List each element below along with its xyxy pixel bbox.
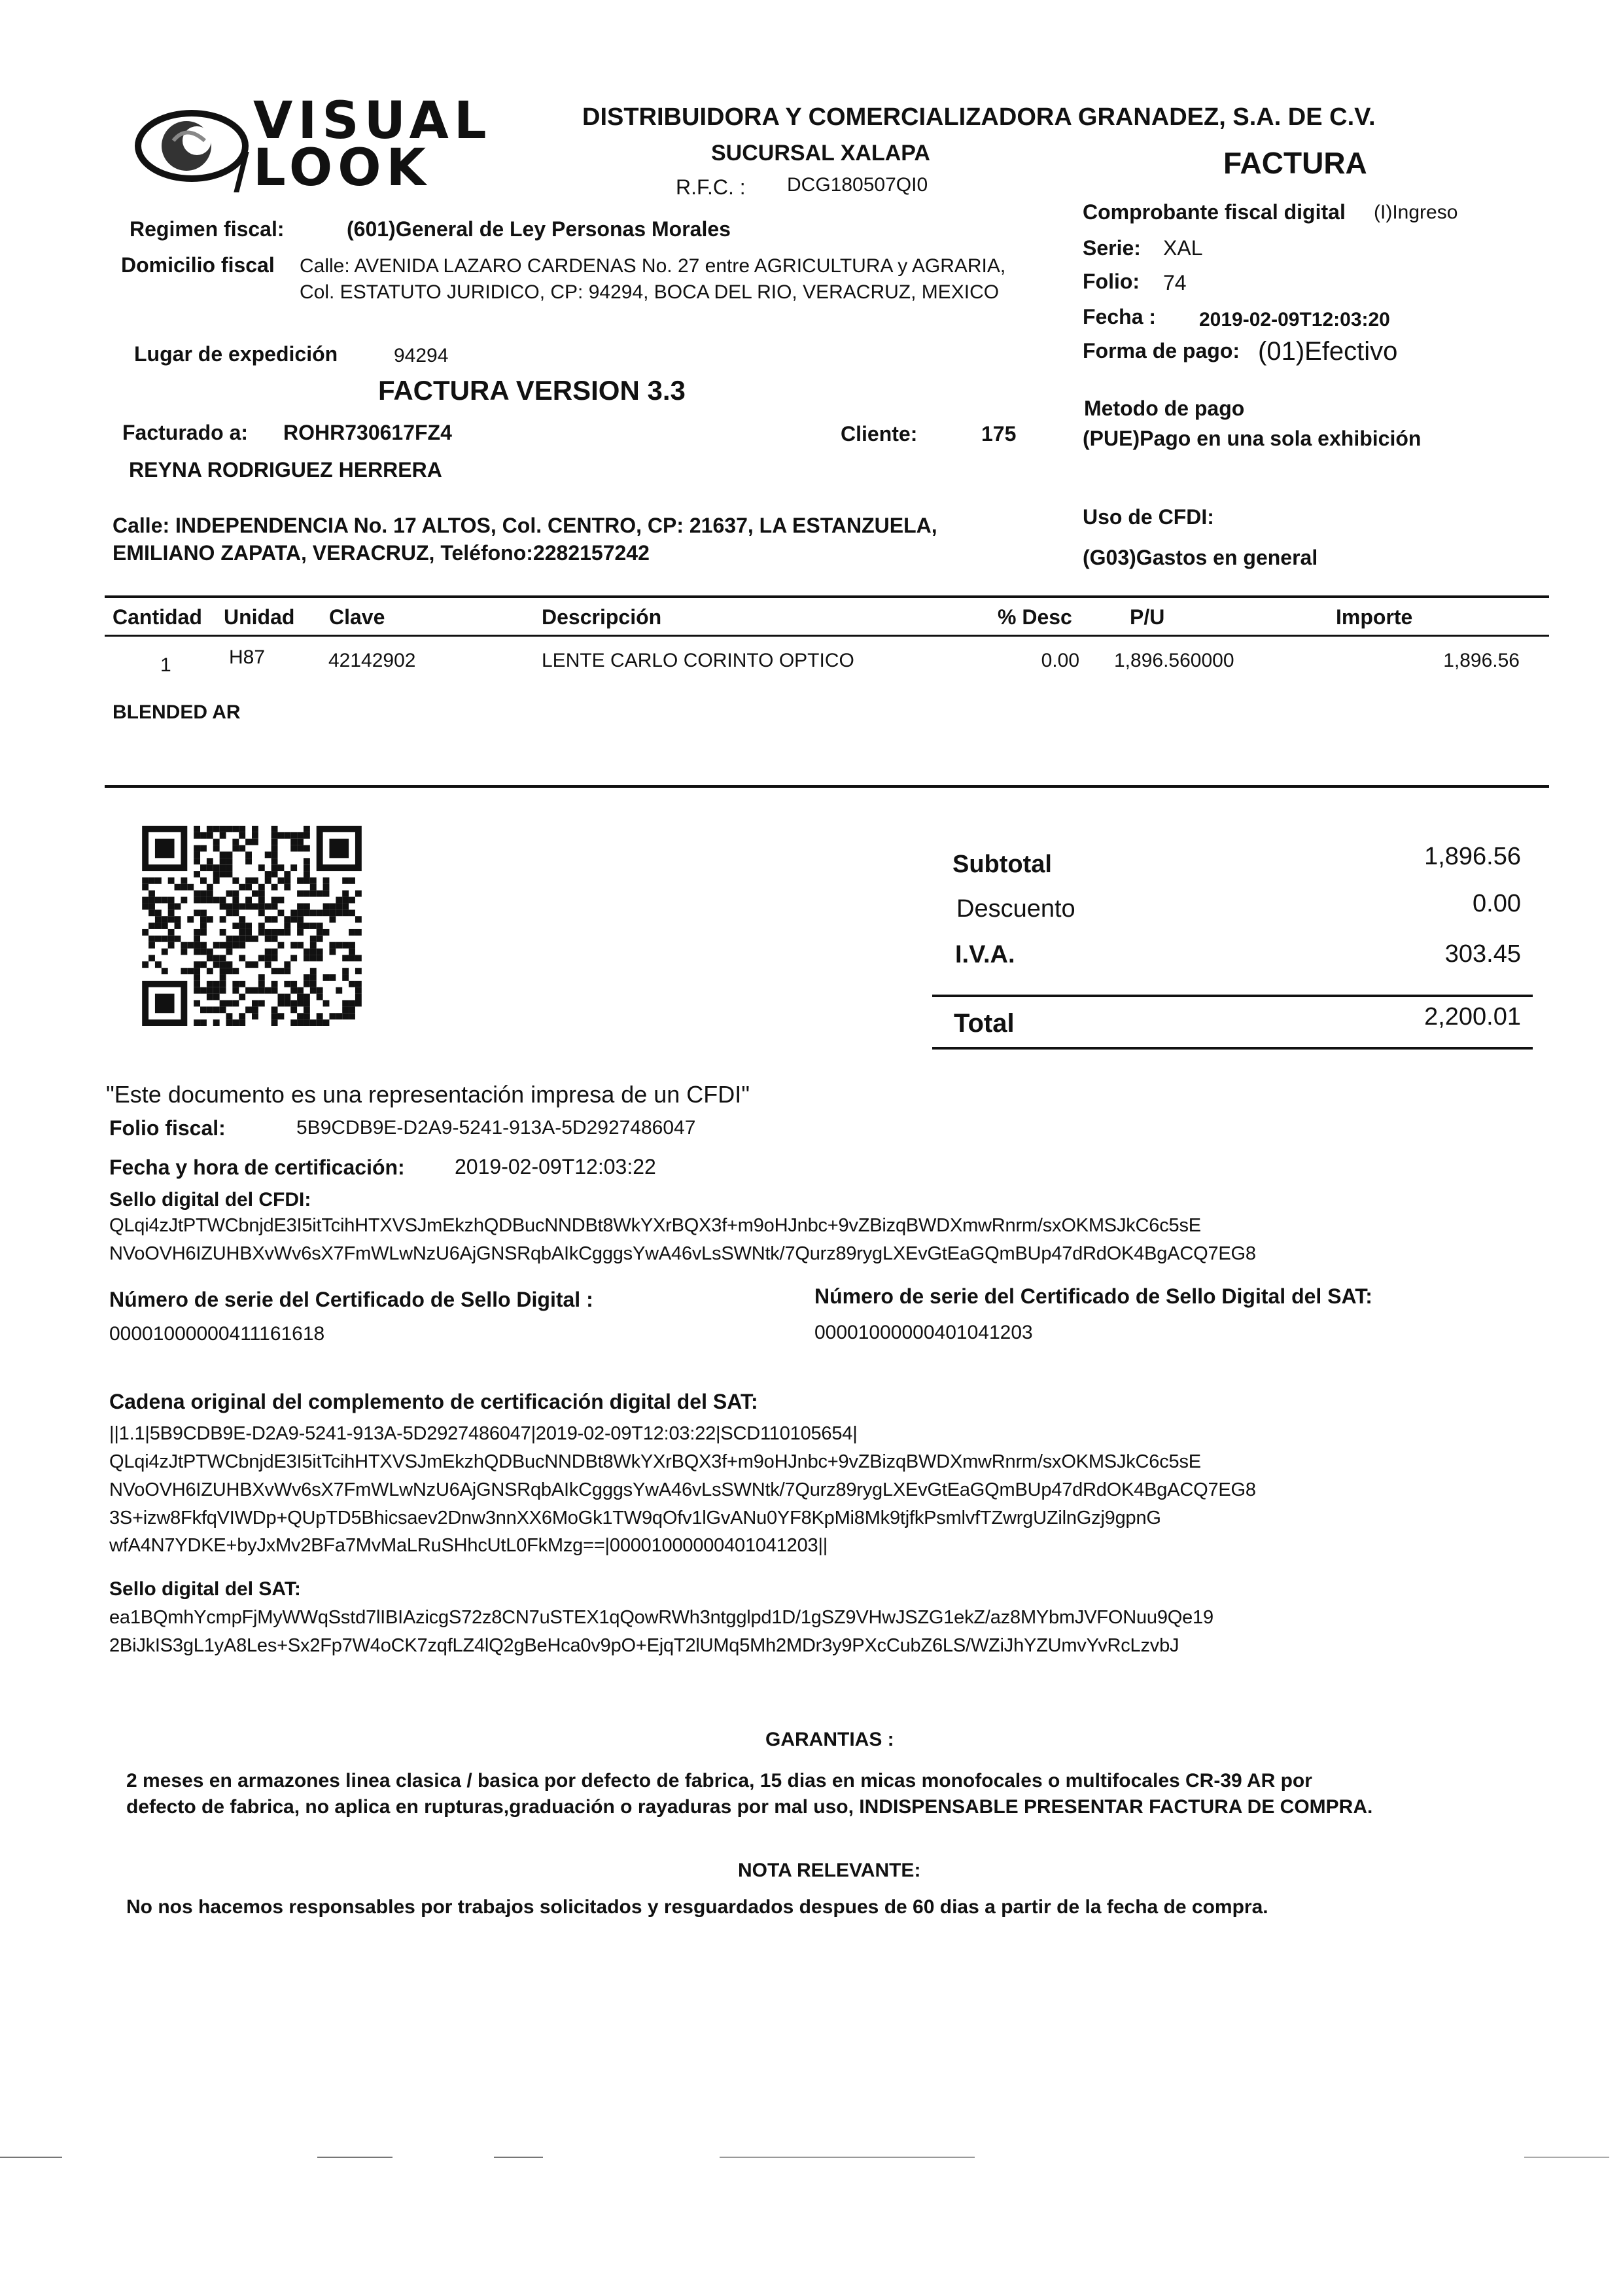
forma-value: (01)Efectivo (1258, 337, 1398, 366)
client-address-line2: EMILIANO ZAPATA, VERACRUZ, Teléfono:2282157242 (113, 541, 650, 565)
garantias-title: GARANTIAS : (765, 1729, 894, 1750)
cell-clave: 42142902 (328, 650, 416, 671)
cadena-label: Cadena original del complemento de certificación digital del SAT: (109, 1390, 758, 1413)
fecha-cert-value: 2019-02-09T12:03:22 (455, 1155, 656, 1178)
totals-rule-bottom (932, 1047, 1533, 1050)
fecha-cert-label: Fecha y hora de certificación: (109, 1156, 405, 1179)
company-rfc: DCG180507QI0 (787, 174, 928, 196)
forma-label: Forma de pago: (1083, 339, 1240, 362)
company-branch: SUCURSAL XALAPA (711, 141, 930, 166)
cfdi-leyenda: "Este documento es una representación impresa de un CFDI" (106, 1081, 750, 1108)
client-name: REYNA RODRIGUEZ HERRERA (129, 458, 442, 482)
subtotal-label: Subtotal (952, 851, 1052, 878)
document-title: FACTURA (1223, 146, 1367, 180)
folio-fiscal-value: 5B9CDB9E-D2A9-5241-913A-5D2927486047 (296, 1117, 696, 1139)
cert-label: Número de serie del Certificado de Sello Digital : (109, 1288, 593, 1311)
totals-rule-top (932, 995, 1533, 997)
domicilio-line1: Calle: AVENIDA LAZARO CARDENAS No. 27 entre AGRICULTURA y AGRARIA, (300, 255, 1006, 277)
subtotal-value: 1,896.56 (1424, 843, 1521, 870)
lugar-value: 94294 (394, 345, 449, 366)
serie-label: Serie: (1083, 236, 1141, 260)
cert-sat-value: 00001000000401041203 (814, 1322, 1033, 1343)
table-bottom-rule (105, 785, 1549, 788)
garantias-line2: defecto de fabrica, no aplica en rupturas,graduación o rayaduras por mal uso, INDISPENSABLE PRESENTAR FACTURA DE COMPRA. (126, 1796, 1373, 1818)
header-descripcion: Descripción (542, 605, 662, 629)
garantias-line1: 2 meses en armazones linea clasica / basica por defecto de fabrica, 15 dias en micas monofocales o multifocales CR-39 AR por (126, 1770, 1312, 1792)
logo (134, 92, 492, 198)
cadena-line: ||1.1|5B9CDB9E-D2A9-5241-913A-5D2927486047|2019-02-09T12:03:22|SCD110105654| (109, 1423, 858, 1444)
iva-value: 303.45 (1444, 940, 1521, 968)
sello-sat-line: ea1BQmhYcmpFjMyWWqSstd7lIBIAzicgS72z8CN7uSTEX1qQowRWh3ntgglpd1D/1gSZ9VHwJSZG1ekZ/az8MYbmJVFONuu9Qe19 (109, 1607, 1213, 1628)
logo-line1: VISUAL (253, 92, 492, 150)
company-name: DISTRIBUIDORA Y COMERCIALIZADORA GRANADEZ, S.A. DE C.V. (582, 103, 1376, 131)
sello-cfdi-line: QLqi4zJtPTWCbnjdE3I5itTcihHTXVSJmEkzhQDBucNNDBt8WkYXrBQX3f+m9oHJnbc+9vZBizqBWDXmwRnrm/sxOKMSJkC6c5sE (109, 1215, 1201, 1236)
fecha-label: Fecha : (1083, 305, 1157, 328)
version-title: FACTURA VERSION 3.3 (378, 375, 686, 406)
cell-importe: 1,896.56 (1443, 650, 1520, 671)
cert-sat-label: Número de serie del Certificado de Sello Digital del SAT: (814, 1284, 1372, 1308)
cadena-line: QLqi4zJtPTWCbnjdE3I5itTcihHTXVSJmEkzhQDBucNNDBt8WkYXrBQX3f+m9oHJnbc+9vZBizqBWDXmwRnrm/sxOKMSJkC6c5sE (109, 1451, 1201, 1472)
domicilio-label: Domicilio fiscal (121, 253, 275, 277)
cell-cantidad: 1 (160, 654, 171, 676)
sello-sat-label: Sello digital del SAT: (109, 1578, 301, 1600)
comprobante-label: Comprobante fiscal digital (1083, 200, 1346, 224)
cadena-line: wfA4N7YDKE+byJxMv2BFa7MvMaLRuSHhcUtL0FkMzg==|00001000000401041203|| (109, 1535, 828, 1556)
uso-label: Uso de CFDI: (1083, 505, 1214, 529)
header-cantidad: Cantidad (113, 605, 202, 629)
facturado-label: Facturado a: (122, 421, 249, 444)
total-label: Total (954, 1009, 1015, 1038)
metodo-value: (PUE)Pago en una sola exhibición (1083, 427, 1422, 450)
folio-fiscal-label: Folio fiscal: (109, 1116, 226, 1140)
total-value: 2,200.01 (1424, 1003, 1521, 1031)
sello-sat-line: 2BiJkIS3gL1yA8Les+Sx2Fp7W4oCK7zqfLZ4lQ2gBeHca0v9pO+EjqT2lUMq5Mh2MDr3y9PXcCubZ6LS/WZiJhYZUmvYvRcLzvbJ (109, 1635, 1179, 1656)
serie-value: XAL (1163, 236, 1203, 260)
cell-desc: 0.00 (1041, 650, 1079, 671)
header-desc: % Desc (998, 605, 1072, 629)
sello-cfdi-line: NVoOVH6IZUHBXvWv6sX7FmWLwNzU6AjGNSRqbAIkCgggsYwA46vLsSWNtk/7Qurz89rygLXEvGtEaGQmBUp47dRdOK4BgACQ7EG8 (109, 1243, 1256, 1264)
header-importe: Importe (1336, 605, 1413, 629)
iva-label: I.V.A. (955, 941, 1015, 968)
cliente-num: 175 (981, 422, 1017, 446)
descuento-label: Descuento (956, 895, 1075, 923)
cadena-line: 3S+izw8FkfqVIWDp+QUpTD5Bhicsaev2Dnw3nnXX6MoGk1TW9qOfv1lGvANu0YF8KpMi8Mk9tjfkPsmlvfTZwrgUZilnGzj9gpnG (109, 1508, 1161, 1528)
cell-unidad: H87 (229, 646, 266, 668)
header-unidad: Unidad (224, 605, 295, 629)
fecha-value: 2019-02-09T12:03:20 (1199, 309, 1390, 330)
table-top-rule (105, 595, 1549, 598)
cert-value: 00001000000411161618 (109, 1323, 325, 1345)
logo-line2: LOOK (253, 139, 431, 198)
nota-text: No nos hacemos responsables por trabajos solicitados y resguardados despues de 60 dias a partir de la fecha de compra. (126, 1896, 1268, 1918)
cell-pu: 1,896.560000 (1114, 650, 1234, 671)
descuento-value: 0.00 (1473, 890, 1521, 917)
sello-cfdi-label: Sello digital del CFDI: (109, 1189, 311, 1210)
uso-value: (G03)Gastos en general (1083, 546, 1318, 569)
table-header-rule (105, 635, 1549, 637)
folio-value: 74 (1163, 271, 1187, 294)
cliente-label: Cliente: (841, 422, 918, 446)
item-note: BLENDED AR (113, 701, 241, 723)
domicilio-line2: Col. ESTATUTO JURIDICO, CP: 94294, BOCA DEL RIO, VERACRUZ, MEXICO (300, 281, 1000, 303)
header-pu: P/U (1130, 605, 1165, 629)
comprobante-value: (I)Ingreso (1374, 202, 1458, 223)
cell-descripcion: LENTE CARLO CORINTO OPTICO (542, 650, 854, 671)
nota-title: NOTA RELEVANTE: (738, 1860, 921, 1881)
regimen-label: Regimen fiscal: (130, 217, 285, 241)
cadena-line: NVoOVH6IZUHBXvWv6sX7FmWLwNzU6AjGNSRqbAIkCgggsYwA46vLsSWNtk/7Qurz89rygLXEvGtEaGQmBUp47dRdOK4BgACQ7EG8 (109, 1479, 1256, 1500)
header-clave: Clave (329, 605, 385, 629)
qr-code (141, 826, 363, 1026)
client-rfc: ROHR730617FZ4 (283, 421, 452, 444)
client-address-line1: Calle: INDEPENDENCIA No. 17 ALTOS, Col. CENTRO, CP: 21637, LA ESTANZUELA, (113, 514, 937, 537)
metodo-label: Metodo de pago (1084, 397, 1245, 420)
regimen-value: (601)General de Ley Personas Morales (347, 217, 731, 241)
rfc-label: R.F.C. : (676, 175, 746, 199)
folio-label: Folio: (1083, 270, 1140, 293)
lugar-label: Lugar de expedición (134, 342, 338, 366)
